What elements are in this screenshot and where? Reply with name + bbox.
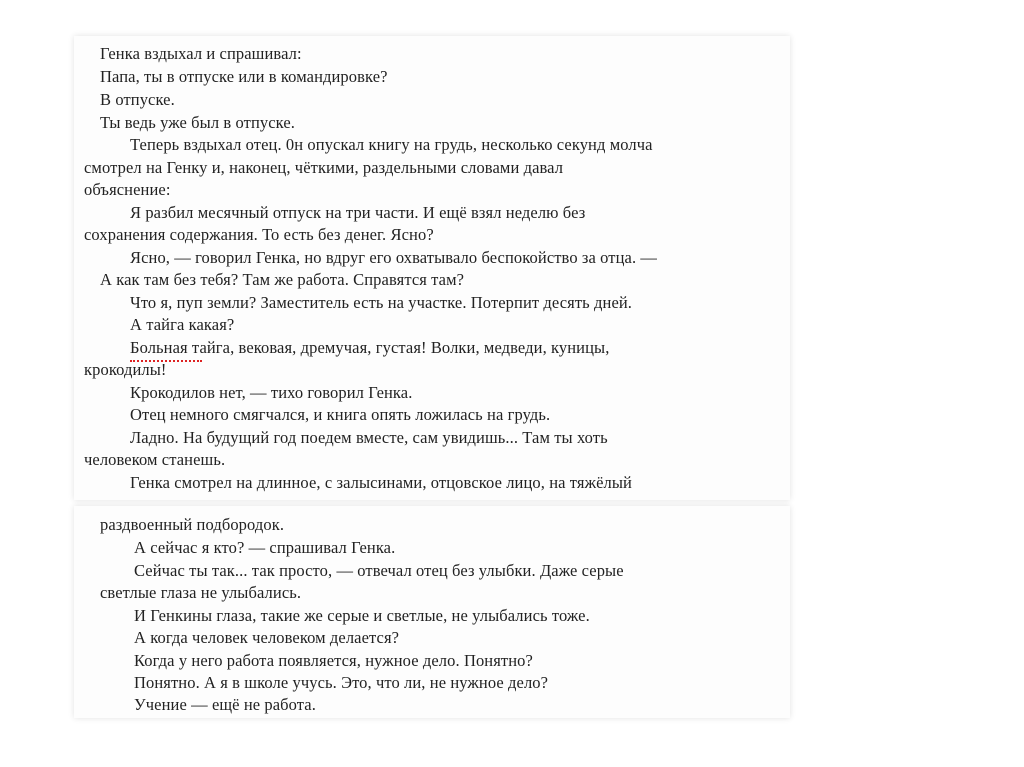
text-line: объяснение: — [84, 180, 171, 199]
text-line: Что я, пуп земли? Заместитель есть на участке. Потерпит десять дней. — [130, 293, 633, 312]
text-line: Когда у него работа появляется, нужное дело. Понятно? — [134, 651, 533, 670]
text-line: сохранения содержания. То есть без денег. Ясно? — [84, 225, 434, 244]
text-line: Учение — ещё не работа. — [134, 695, 316, 714]
text-line: Крокодилов нет, — тихо говорил Генка. — [130, 383, 413, 402]
spellcheck-underline — [130, 356, 202, 362]
text-line: Больная тайга, вековая, дремучая, густая! Волки, медведи, куницы, — [130, 338, 610, 357]
text-line: Теперь вздыхал отец. 0н опускал книгу на грудь, несколько секунд молча — [130, 135, 653, 154]
text-line: Генка смотрел на длинное, с залысинами, отцовское лицо, на тяжёлый — [130, 473, 632, 492]
text-line: человеком станешь. — [84, 450, 226, 469]
text-line: А сейчас я кто? — спрашивал Генка. — [134, 538, 396, 557]
text-line: Отец немного смягчался, и книга опять ложилась на грудь. — [130, 405, 551, 424]
text-line: смотрел на Генку и, наконец, чёткими, раздельными словами давал — [84, 158, 564, 177]
text-line: Понятно. А я в школе учусь. Это, что ли, не нужное дело? — [134, 673, 549, 692]
text-line: Сейчас ты так... так просто, — отвечал отец без улыбки. Даже серые — [134, 561, 624, 580]
text-line: В отпуске. — [100, 90, 175, 109]
text-line: А тайга какая? — [130, 315, 235, 334]
text-line: Генка вздыхал и спрашивал: — [100, 44, 302, 63]
text-line: Ты ведь уже был в отпуске. — [100, 113, 296, 132]
text-line: А как там без тебя? Там же работа. Справятся там? — [100, 270, 465, 289]
text-line: крокодилы! — [84, 360, 167, 379]
text-line: светлые глаза не улыбались. — [100, 583, 302, 602]
text-line: Папа, ты в отпуске или в командировке? — [100, 67, 388, 86]
text-line: И Генкины глаза, такие же серые и светлые, не улыбались тоже. — [134, 606, 590, 625]
text-line: Ясно, — говорил Генка, но вдруг его охватывало беспокойство за отца. — — [130, 248, 658, 267]
text-line: Ладно. На будущий год поедем вместе, сам увидишь... Там ты хоть — [130, 428, 608, 447]
text-line: А когда человек человеком делается? — [134, 628, 400, 647]
text-line: Я разбил месячный отпуск на три части. И ещё взял неделю без — [130, 203, 586, 222]
text-line: раздвоенный подбородок. — [100, 515, 285, 534]
